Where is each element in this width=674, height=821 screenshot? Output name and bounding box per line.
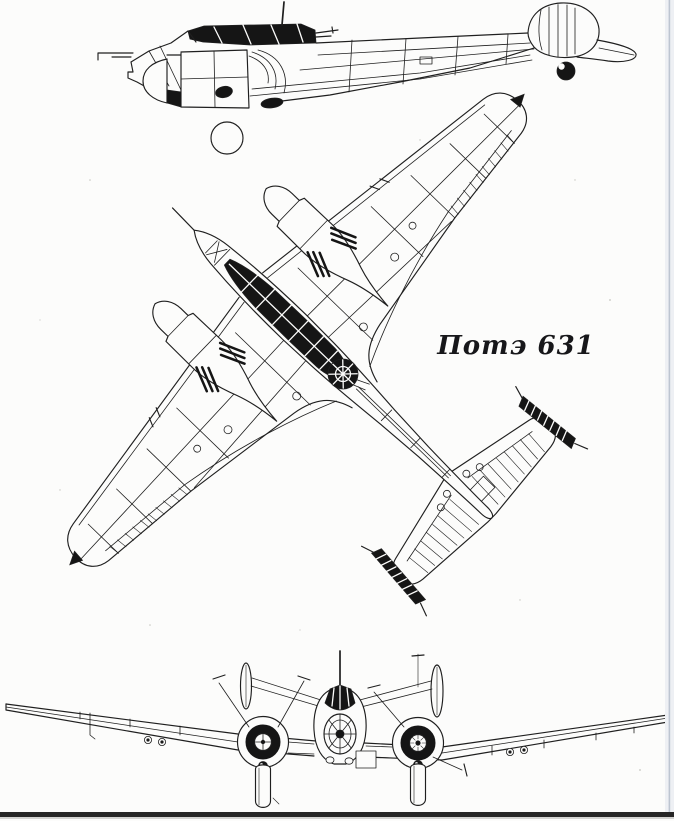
side-engine-nacelle [143,50,285,109]
access-panel [408,221,418,231]
figure-caption: Потэ 631 [437,331,595,361]
side-canopy [188,2,338,45]
canopy-center-frame [229,264,338,370]
bottom-rule-bar [0,812,674,817]
front-fuselage [314,651,376,768]
spinner-front-circle [211,122,243,154]
wing-panel-lines [298,95,540,340]
side-tail [528,3,636,80]
dorsal-gun [316,27,338,37]
wing-pitot [90,713,95,739]
nose-hub-dark [336,730,344,738]
cowl-intake-dark [167,90,181,107]
side-view [98,2,636,109]
spar-lines [307,101,542,342]
bottom-rule [0,812,674,819]
gear-door-teardrop [411,764,426,806]
gear-door-teardrop [256,765,271,808]
belly-bump [326,757,334,763]
side-nose-topline [131,31,188,62]
leading-edge-line [268,80,485,303]
leading-edge-tabs [370,175,389,194]
nose-pitot [172,208,195,230]
front-nacelle-left [213,675,310,807]
tail-wheel-highlight [558,63,564,69]
side-wing-edge [250,55,532,96]
access-panel [358,321,369,332]
elevator-line [599,48,634,55]
spinner-center [416,741,420,745]
scan-edge [665,0,674,812]
belly-fairing-dark [260,97,283,110]
scan-edge-line [669,0,671,812]
propeller-spinner [143,59,167,103]
prop-tip-bars [213,675,310,680]
belly-bump [345,758,353,764]
fin-marker-bar [412,655,424,656]
access-panel [389,251,400,262]
wingtip-marker [511,90,529,108]
canopy-glazing-dark [188,24,316,45]
spinner-center [261,740,265,744]
side-rear-topline [316,33,528,43]
ventral-box [356,751,376,768]
bottom-rule-shadow [0,817,674,818]
exhaust-dark [215,85,234,99]
side-nose-gun-barrel [98,53,133,60]
side-longitudinal-line [318,43,530,55]
front-view [6,651,668,807]
antenna-mast [282,2,284,25]
cowling-panel-lines [181,51,248,107]
